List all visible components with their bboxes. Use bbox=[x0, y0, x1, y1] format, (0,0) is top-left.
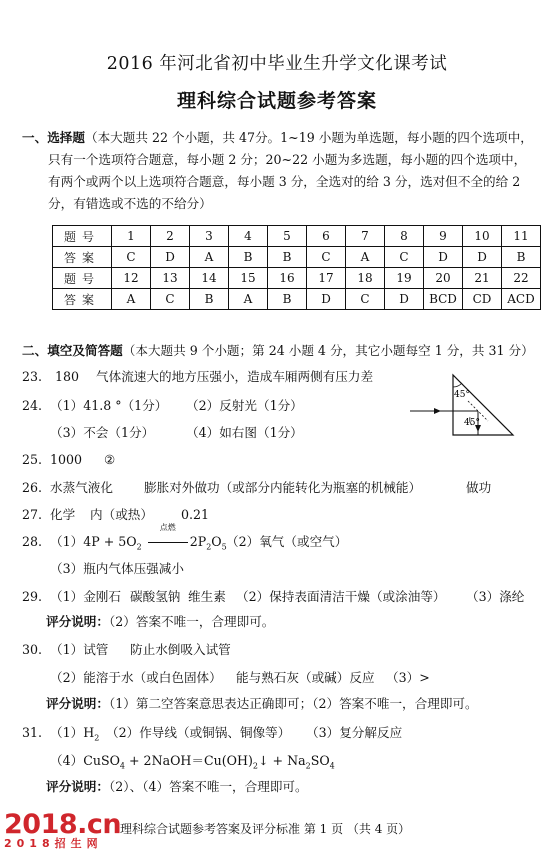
reaction-line bbox=[148, 542, 188, 543]
table-cell: 18 bbox=[346, 268, 385, 289]
table-cell: 4 bbox=[229, 226, 268, 247]
table-cell: 8 bbox=[385, 226, 424, 247]
scoring-note-label: 评分说明： bbox=[46, 696, 109, 711]
q31-answer-b: （2）作导线（或铜锅、铜像等） bbox=[106, 725, 291, 740]
section1-intro-2: 只有一个选项符合题意，每小题 2 分；20~22 小题为多选题，每小题的四个选项中， bbox=[48, 152, 527, 167]
table-cell: 3 bbox=[190, 226, 229, 247]
table-cell: 13 bbox=[151, 268, 190, 289]
table-cell: B bbox=[229, 247, 268, 268]
equation-subscript: 2 bbox=[136, 542, 142, 552]
q30-answer-a: （1）试管 bbox=[50, 642, 109, 657]
q31-scoring-note bbox=[46, 777, 308, 797]
q25-answer-b: ② bbox=[104, 452, 116, 467]
table-cell: A bbox=[229, 289, 268, 310]
q30-scoring-note bbox=[46, 694, 478, 714]
q30-answer-e: （3）> bbox=[386, 670, 430, 685]
angle-label-bottom: 45° bbox=[464, 418, 480, 428]
table-cell: 12 bbox=[112, 268, 151, 289]
q30-number: 30. bbox=[22, 642, 43, 657]
reaction-condition: 点燃 bbox=[159, 523, 176, 532]
row-header-answer: 答案 bbox=[53, 289, 112, 310]
equation-subscript: 4 bbox=[329, 761, 335, 771]
equation-subscript: 5 bbox=[221, 542, 227, 552]
scoring-note-label: 评分说明： bbox=[46, 779, 109, 794]
table-cell: 6 bbox=[307, 226, 346, 247]
q26-number: 26. bbox=[22, 480, 43, 495]
section1-intro-4: 分，有错选或不选的不给分） bbox=[48, 196, 212, 211]
light-refraction-diagram bbox=[410, 373, 522, 439]
section2-intro: （本大题共 9 个小题；第 24 小题 4 分，其它小题每空 1 分，共 31 分） bbox=[122, 343, 534, 358]
scoring-note-label: 评分说明： bbox=[46, 614, 109, 629]
q26-answer-a: 水蒸气液化 bbox=[50, 480, 113, 495]
q30-answer-c: （2）能溶于水（或白色固体） bbox=[50, 670, 222, 685]
equation-subscript: 2 bbox=[305, 761, 311, 771]
q29-scoring-note bbox=[46, 612, 274, 632]
table-cell: CD bbox=[463, 289, 502, 310]
scoring-note-text: （2）、（4）答案不唯一，合理即可。 bbox=[108, 779, 308, 794]
q31-answer-c: （3）复分解反应 bbox=[306, 725, 403, 740]
table-cell: B bbox=[268, 247, 307, 268]
q29-answer-b: 碳酸氢钠 bbox=[130, 589, 181, 604]
table-cell: D bbox=[463, 247, 502, 268]
exam-subtitle: 理科综合试题参考答案 bbox=[176, 90, 377, 112]
q27-answer-b: 内（或热） bbox=[90, 507, 153, 522]
q29-answer-e: （3）涤纶 bbox=[466, 589, 525, 604]
equation-subscript: 2 bbox=[252, 761, 258, 771]
q28-answer-c: （3）瓶内气体压强减小 bbox=[50, 561, 184, 576]
equation-part: 2P bbox=[189, 534, 207, 549]
table-row bbox=[53, 226, 541, 247]
equation-part: （4）CuSO bbox=[50, 753, 120, 768]
table-row bbox=[53, 247, 541, 268]
table-cell: 5 bbox=[268, 226, 307, 247]
q24-number: 24. bbox=[22, 398, 43, 413]
table-cell: B bbox=[190, 289, 229, 310]
equation-part: （1）4P + 5O bbox=[50, 534, 137, 549]
q31-answer-a bbox=[50, 723, 99, 749]
table-cell: 21 bbox=[463, 268, 502, 289]
table-cell: A bbox=[346, 247, 385, 268]
table-cell: 10 bbox=[463, 226, 502, 247]
table-cell: 2 bbox=[151, 226, 190, 247]
table-cell: 11 bbox=[502, 226, 541, 247]
q31-equation bbox=[50, 751, 335, 777]
table-cell: C bbox=[385, 247, 424, 268]
q25-answer-a: 1000 bbox=[50, 452, 83, 467]
q24-answer-4: （4）如右图（1分） bbox=[186, 425, 303, 440]
q27-number: 27. bbox=[22, 507, 43, 522]
table-cell: B bbox=[502, 247, 541, 268]
answer-table bbox=[52, 225, 541, 310]
q25-number: 25. bbox=[22, 452, 43, 467]
watermark-big-text: 2018.cn bbox=[4, 809, 122, 840]
section1-heading: 一、选择题 bbox=[22, 130, 85, 145]
q23-number: 23. bbox=[22, 369, 43, 384]
q28-number: 28. bbox=[22, 534, 43, 549]
formula-subscript: 2 bbox=[94, 733, 100, 743]
exam-title: 2016 年河北省初中毕业生升学文化课考试 bbox=[106, 54, 448, 74]
equation-part: + 2NaOH＝Cu(OH) bbox=[125, 753, 253, 768]
q28-answer-b: （2）氧气（或空气） bbox=[226, 534, 348, 549]
table-cell: D bbox=[385, 289, 424, 310]
q29-answer-d: （2）保持表面清洁干燥（或涂油等） bbox=[236, 589, 446, 604]
table-row bbox=[53, 289, 541, 310]
table-cell: 22 bbox=[502, 268, 541, 289]
scoring-note-text: （2）答案不唯一，合理即可。 bbox=[108, 614, 275, 629]
table-cell: 17 bbox=[307, 268, 346, 289]
q23-answer-a: 180 bbox=[55, 369, 80, 384]
table-cell: 16 bbox=[268, 268, 307, 289]
q24-answer-3: （3）不会（1分） bbox=[50, 425, 155, 440]
reaction-arrow bbox=[146, 523, 190, 552]
row-header-number: 题号 bbox=[53, 226, 112, 247]
section2-heading: 二、填空及简答题 bbox=[22, 343, 123, 358]
equation-part: SO bbox=[310, 753, 330, 768]
table-cell: B bbox=[268, 289, 307, 310]
table-cell: ACD bbox=[502, 289, 541, 310]
table-cell: C bbox=[112, 247, 151, 268]
scoring-note-text: （1）第二空答案意思表达正确即可；（2）答案不唯一，合理即可。 bbox=[108, 696, 478, 711]
q26-answer-b: 膨胀对外做功（或部分内能转化为瓶塞的机械能） bbox=[144, 480, 422, 495]
q30-answer-d: 能与熟石灰（或碱）反应 bbox=[236, 670, 375, 685]
table-cell: C bbox=[307, 247, 346, 268]
table-row bbox=[53, 268, 541, 289]
watermark-small-text: 2018招生网 bbox=[4, 837, 103, 850]
table-cell: 19 bbox=[385, 268, 424, 289]
q23-answer-b: 气体流速大的地方压强小，造成车厢两侧有压力差 bbox=[96, 369, 374, 384]
arrow-right-icon bbox=[434, 408, 441, 414]
table-cell: 14 bbox=[190, 268, 229, 289]
table-cell: A bbox=[190, 247, 229, 268]
q26-answer-c: 做功 bbox=[466, 480, 492, 495]
table-cell: D bbox=[424, 247, 463, 268]
equation-subscript: 4 bbox=[119, 761, 125, 771]
section1-line1 bbox=[22, 128, 533, 148]
row-header-number: 题号 bbox=[53, 268, 112, 289]
q30-answer-b: 防止水倒吸入试管 bbox=[130, 642, 231, 657]
table-cell: 20 bbox=[424, 268, 463, 289]
q29-answer-a: （1）金刚石 bbox=[50, 589, 121, 604]
table-cell: 15 bbox=[229, 268, 268, 289]
table-cell: C bbox=[346, 289, 385, 310]
equation-subscript: 2 bbox=[206, 542, 212, 552]
section1-intro-1: （本大题共 22 个小题，共 47分。1~19 小题为单选题，每小题的四个选项中， bbox=[84, 130, 533, 145]
table-cell: C bbox=[151, 289, 190, 310]
prism-triangle bbox=[453, 375, 513, 435]
table-cell: D bbox=[151, 247, 190, 268]
angle-label-top: 45° bbox=[454, 390, 470, 400]
section1-intro-3: 有两个或两个以上选项符合题意，每小题 3 分，全选对的给 3 分，选对但不全的给 2 bbox=[48, 174, 521, 189]
q28-equation bbox=[50, 523, 227, 558]
q29-number: 29. bbox=[22, 589, 43, 604]
table-cell: 1 bbox=[112, 226, 151, 247]
equation-part: O bbox=[211, 534, 222, 549]
table-cell: 7 bbox=[346, 226, 385, 247]
angle-arc-top bbox=[453, 383, 462, 387]
table-cell: BCD bbox=[424, 289, 463, 310]
section2-header bbox=[22, 341, 534, 361]
q31-number: 31. bbox=[22, 725, 43, 740]
site-watermark-logo bbox=[4, 809, 122, 850]
q27-answer-a: 化学 bbox=[50, 507, 76, 522]
equation-part: ↓ + Na bbox=[257, 753, 306, 768]
q29-answer-c: 维生素 bbox=[188, 589, 226, 604]
table-cell: D bbox=[307, 289, 346, 310]
row-header-answer: 答案 bbox=[53, 247, 112, 268]
page-footer: 理科综合试题参考答案及评分标准 第 1 页 （共 4 页） bbox=[120, 822, 411, 836]
q24-answer-1: （1）41.8 °（1分） bbox=[50, 398, 168, 413]
table-cell: 9 bbox=[424, 226, 463, 247]
q24-answer-2: （2）反射光（1分） bbox=[186, 398, 303, 413]
q27-answer-c: 0.21 bbox=[181, 507, 210, 522]
table-cell: A bbox=[112, 289, 151, 310]
formula-part: （1）H bbox=[50, 725, 95, 740]
